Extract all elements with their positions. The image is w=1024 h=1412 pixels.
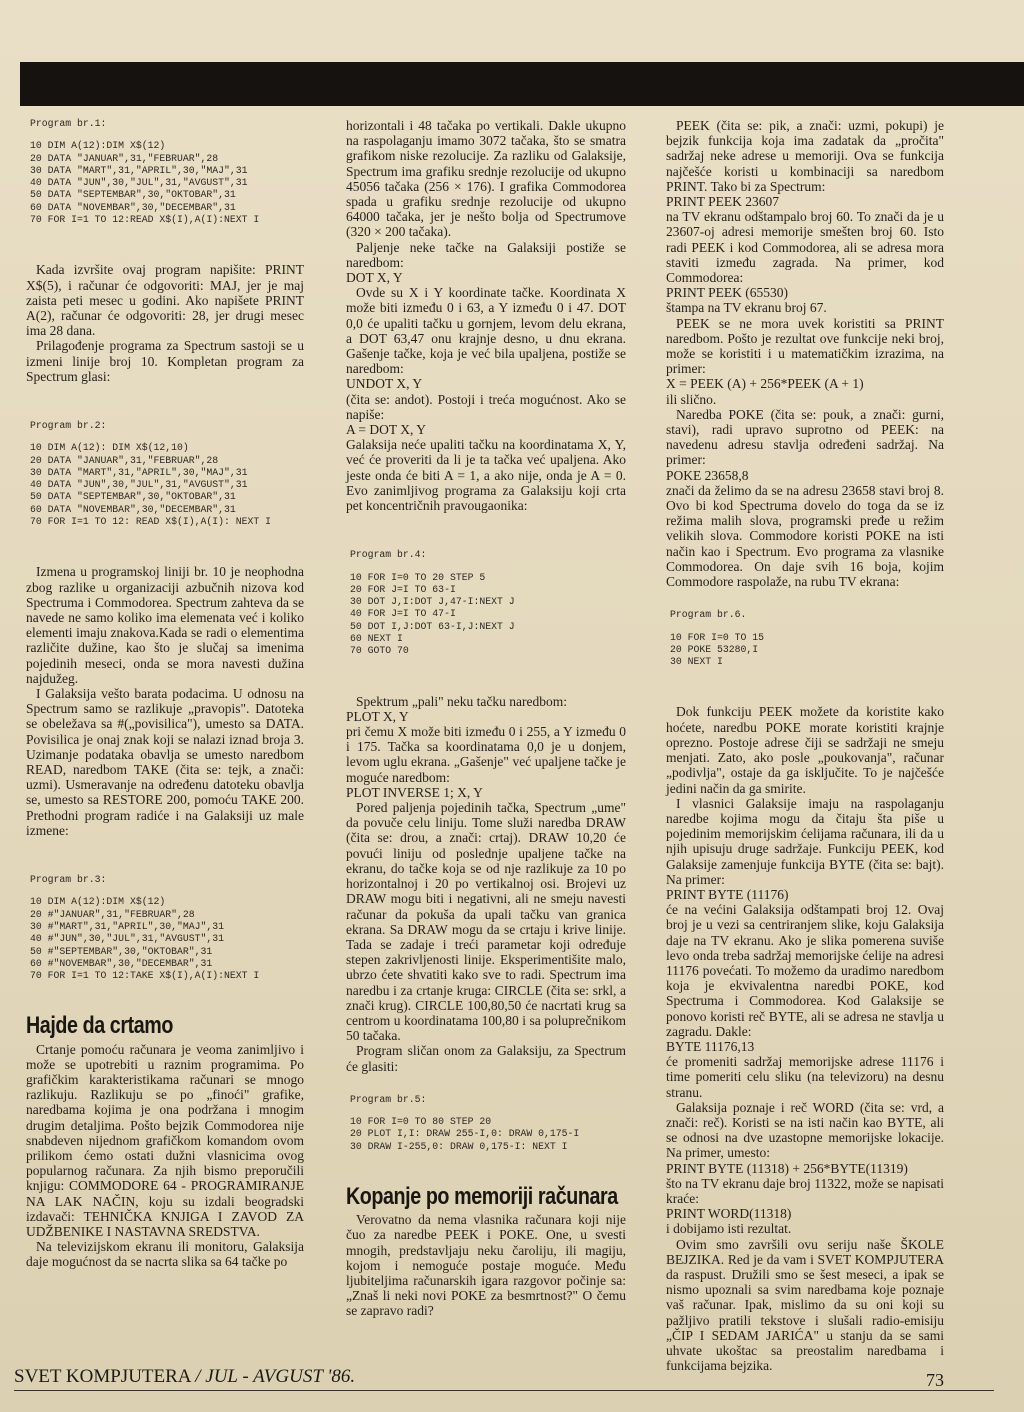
paragraph: Izmena u programskoj liniji br. 10 je neophodna zbog razlike u organizaciji azbučnih nizova kod Spectruma i Commodorea. Spectrum zahteva da se navede ne samo koliko ima elemenata već i koliko elementi imaju znakova.Kada se radi o elementima različite dužine, kao što je slučaj sa imenima pojedinih meseci, onda se mora navesti dužina najdužeg.	[26, 564, 304, 686]
paragraph: će promeniti sadržaj memorijske adrese 11176 i time pomeriti celu sliku (na televizoru) na desnu stranu.	[666, 1054, 944, 1100]
paragraph: Galaksija neće upaliti tačku na koordinatama X, Y, već će proveriti da li je ta tačka već upaljena. Ako jeste onda će biti A = 1, a ako nije, onda je A = 0. Evo zanimljivog programa za Galaksiju koji crta pet koncentričnih pravougaonika:	[346, 437, 626, 514]
program-6-code: 10 FOR I=0 TO 15 20 POKE 53280,I 30 NEXT I	[670, 631, 765, 668]
paragraph: Verovatno da nema vlasnika računara koji nije čuo za naredbe PEEK i POKE. One, u svesti mnogih, predstavljaju neku čaroliju, ili magiju, kojom i nemoguće postaje moguće. Među ljubiteljima računarskih igara razgovor počinje sa: „Znaš li neki novi POKE za besmrtnost?" O čemu se zapravo radi?	[346, 1212, 626, 1319]
paragraph: Naredba POKE (čita se: pouk, a znači: gurni, stavi), radi upravo suprotno od PEEK: na navedenu adresu stavlja određeni sadržaj. Na primer:	[666, 406, 944, 468]
code-inline: PLOT X, Y	[346, 708, 409, 724]
paragraph: Ovim smo završili ovu seriju naše ŠKOLE BEJZIKA. Red je da vam i SVET KOMPJUTERA da raspust. Družili smo se šest meseci, a ipak se nismo upoznali sa svim naredbama koje poznaje vaš računar. Ipak, mislimo da su oni koji su pažljivo pratili tekstove i slušali radio-emisiju „ČIP I SEDAM JARIĆA" u stanju da se sami uhvate ukoštac sa preostalim naredbama i funkcijama bejzika.	[666, 1236, 944, 1374]
program-5-label: Program br.5:	[350, 1093, 427, 1105]
program-4-label: Program br.4:	[350, 549, 427, 561]
paragraph: pri čemu X može biti između 0 i 255, a Y između 0 i 175. Tačka sa koordinatama 0,0 je u donjem, levom uglu ekrana. „Gašenje" već upaljene tačke je moguće naredbom:	[346, 724, 626, 785]
program-4-code: 10 FOR I=0 TO 20 STEP 5 20 FOR J=I TO 63-I 30 DOT J,I:DOT J,47-I:NEXT J 40 FOR J=I TO 47-I 50 DOT I,J:DOT 63-I,J:NEXT J 60 NEXT I 70 GOTO 70	[350, 571, 515, 657]
footer-masthead	[14, 1366, 355, 1388]
paragraph: I Galaksija vešto barata podacima. U odnosu na Spectrum samo se razlikuje „pravopis". Datoteka se obeležava sa #(„povisilica"), umesto sa DATA. Povisilica je onaj znak koji se nalazi iznad broja 3. Uzimanje podataka obavlja se umesto naredbom READ, naredbom TAKE (čita se: tejk, a znači: uzmi). Usmeravanje na određenu datoteku obavlja se, umesto sa RESTORE 200, pomoću TAKE 200. Prethodni program radiće i na Galaksiji uz male izmene:	[26, 686, 304, 838]
code-inline: DOT X, Y	[346, 270, 403, 286]
paragraph: Kada izvršite ovaj program napišite: PRINT X$(5), i računar će odgovoriti: MAJ, jer je maj zaista peti mesec u godini. Ako napišete PRINT A(2), računar će odgovoriti: 28, jer drugi mesec ima 28 dana.	[26, 262, 304, 339]
code-inline: UNDOT X, Y	[346, 376, 423, 392]
paragraph: Dok funkciju PEEK možete da koristite kako hoćete, naredbu POKE morate koristiti krajnje oprezno. Postoje adrese čiji se sadržaji ne smeju menjati. Zato, ako posle „poukovanja", računar „podivlja", ostaje da ga isključite. To je najčešće jedini način da ga smirite.	[666, 704, 944, 796]
program-6-label: Program br.6.	[670, 609, 747, 621]
paragraph: PEEK (čita se: pik, a znači: uzmi, pokupi) je bejzik funkcija koja ima zadatak da „pročita" sadržaj neke adrese u memoriji. Ova se funkcija najčešće koristi u kombinaciji sa naredbom PRINT. Tako bi za Spectrum:	[666, 118, 944, 194]
paragraph: horizontali i 48 tačaka po vertikali. Dakle ukupno na raspolaganju imamo 3072 tačaka, što se smatra grafikom niske rezolucije. Za razliku od Galaksije, Spectrum ima grafiku srednje rezolucije od ukupno 45056 tačaka (256 × 176). I grafika Commodorea spada u grafiku srednje rezolucije od ukupno 64000 tačaka, jer je nešto bolja od Spectrumove (320 × 200 tačaka).	[346, 118, 626, 240]
paragraph: na TV ekranu odštampalo broj 60. To znači da je u 23607-oj adresi memorije smešten broj 60. Isto radi PEEK i kod Commodorea, ali se adresa mora staviti između zagrada. Na primer, kod Commodorea:	[666, 209, 944, 286]
paragraph: Prilagođenje programa za Spectrum sastoji se u izmeni linije broj 10. Kompletan program za Spectrum glasi:	[26, 338, 304, 384]
code-inline: A = DOT X, Y	[346, 422, 426, 438]
column-2	[346, 118, 626, 1319]
paragraph: PEEK se ne mora uvek koristiti sa PRINT naredbom. Pošto je rezultat ove funkcije neki broj, može se koristiti i u matematičkim izrazima, na primer:	[666, 315, 944, 377]
program-1-label: Program br.1:	[30, 118, 107, 129]
code-inline: PRINT PEEK 23607	[666, 194, 780, 210]
program-2-code: 10 DIM A(12): DIM X$(12,10) 20 DATA "JANUAR",31,"FEBRUAR",28 30 DATA "MART",31,"APRIL",30,"MAJ",31 40 DATA "JUN",30,"JUL",31,"AVGUST",31 50 DATA "SEPTEMBAR",30,"OKTOBAR",31 60 DATA "NOVEMBAR",30,"DECEMBAR",31 70 FOR I=1 TO 12: READ X$(I),A(I): NEXT I	[30, 442, 272, 528]
program-2-label: Program br.2:	[30, 420, 107, 431]
footer-slash: /	[195, 1366, 201, 1387]
column-3	[666, 118, 944, 1373]
paragraph: I vlasnici Galaksije imaju na raspolaganju naredbe kojima mogu da čitaju šta piše u pojedinim memorijskim ćelijama računara, ili da u njih upisuju druge sadržaje. Funkciju PEEK, kod Galaksije zamenjuje funkcija BYTE (čita se: bajt). Na primer:	[666, 795, 944, 887]
paragraph: Paljenje neke tačke na Galaksiji postiže se naredbom:	[346, 239, 626, 270]
code-inline: PRINT BYTE (11176)	[666, 886, 789, 902]
paragraph: će na većini Galaksija odštampati broj 12. Ovaj broj je u vezi sa centriranjem slike, koju Galaksija daje na TV ekranu. Ako je slika pomerena suviše levo onda treba sadržaj memorijske ćelije na adresi 11176 povećati. To možemo da uradimo naredbom koja je ekvivalentna naredbi POKE, kod Spectruma i Commodorea. Kod Galaksije se ponovo koristi reč BYTE, ali se adresa ne stavlja u zagradu. Dakle:	[666, 902, 944, 1039]
program-1-code: 10 DIM A(12):DIM X$(12) 20 DATA "JANUAR",31,"FEBRUAR",28 30 DATA "MART",31,"APRIL",30,"MAJ",31 40 DATA "JUN",30,"JUL",31,"AVGUST",31 50 DATA "SEPTEMBAR",30,"OKTOBAR",31 60 DATA "NOVEMBAR",30,"DECEMBAR",31 70 FOR I=1 TO 12:READ X$(I),A(I):NEXT I	[30, 140, 260, 226]
section-heading-drawing: Hajde da crtamo	[26, 1012, 173, 1040]
paragraph: štampa na TV ekranu broj 67.	[666, 300, 827, 316]
code-inline: PRINT PEEK (65530)	[666, 285, 789, 301]
code-inline: X = PEEK (A) + 256*PEEK (A + 1)	[666, 376, 864, 392]
paragraph: Spektrum „pali" neku tačku naredbom:	[356, 693, 567, 709]
footer-rule	[14, 1390, 994, 1391]
code-inline: PLOT INVERSE 1; X, Y	[346, 784, 483, 800]
paragraph: Galaksija poznaje i reč WORD (čita se: vrd, a znači: reč). Koristi se na isti način kao BYTE, ali se odnosi na dve uzastopne memorijske lokacije. Na primer, umesto:	[666, 1099, 944, 1161]
paragraph: znači da želimo da se na adresu 23658 stavi broj 8. Ovo bi kod Spectruma dovelo do toga da se iz režima malih slova, programski pređe u režim velikih slova. Commodore koristi POKE na isti način kao i Spectrum. Evo programa za vlasnike Commodorea. On daje svih 16 boja, kojim Commodore raspolaže, na rubu TV ekrana:	[666, 482, 944, 590]
paragraph: što na TV ekranu daje broj 11322, može se napisati kraće:	[666, 1175, 944, 1206]
magazine-name: SVET KOMPJUTERA	[14, 1366, 191, 1387]
code-inline: PRINT BYTE (11318) + 256*BYTE(11319)	[666, 1160, 908, 1176]
page-number: 73	[926, 1370, 944, 1390]
section-heading-memory: Kopanje po memoriji računara	[346, 1182, 618, 1210]
paragraph: ili slično.	[666, 391, 717, 407]
code-inline: POKE 23658,8	[666, 467, 749, 483]
program-3-code: 10 DIM A(12):DIM X$(12) 20 #"JANUAR",31,"FEBRUAR",28 30 #"MART",31,"APRIL",30,"MAJ",31 40 #"JUN",30,"JUL",31,"AVGUST",31 50 #"SEPTEMBAR",30,"OKTOBAR",31 60 #"NOVEMBAR",30,"DECEMBAR",31 70 FOR I=1 TO 12:TAKE X$(I),A(I):NEXT I	[30, 896, 260, 982]
code-inline: BYTE 11176,13	[666, 1038, 755, 1054]
code-inline: PRINT WORD(11318)	[666, 1206, 792, 1222]
column-1	[26, 118, 304, 1270]
program-3-label: Program br.3:	[30, 874, 107, 886]
paragraph: Ovde su X i Y koordinate tačke. Koordinata X može biti između 0 i 63, a Y između 0 i 47. DOT 0,0 će upaliti tačku u gornjem, levom delu ekrana, a DOT 63,47 onu krajnje desno, u dnu ekrana. Gašenje tačke, koja je već bila upaljena, postiže se naredbom:	[346, 285, 626, 377]
issue-date: JUL - AVGUST '86.	[205, 1366, 356, 1387]
paragraph: Crtanje pomoću računara je veoma zanimljivo i može se upotrebiti u raznim programima. Po grafičkim karakteristikama računari se mnogo razlikuju. Razlikuju se po „finoći" grafike, naredbama kojima je ona podržana i mnogim drugim detaljima. Pošto bejzik Commodorea nije snabdeven nijednom grafičkom komandom ovom prilikom ćemo ostati dužni vlasnicima ovog popularnog računara. Za njih bismo preporučili knjigu: COMMODORE 64 - PROGRAMIRANJE NA LAK NAČIN, koju su izdali beogradski izdavači: TEHNIČKA KNJIGA I ZAVOD ZA UDŽBENIKE I NASTAVNA SREDSTVA.	[26, 1041, 304, 1240]
paragraph: (čita se: andot). Postoji i treća mogućnost. Ako se napiše:	[346, 391, 626, 422]
paragraph: Pored paljenja pojedinih tačka, Spectrum „ume" da povuče celu liniju. Tome služi naredba DRAW (čita se: drou, a znači: crtaj). DRAW 10,20 će povući liniju od poslednje upaljene tačke na ekranu, do tačke koja se od nje razlikuje za 10 po horizontalnoj i 20 po vertikalnoj osi. Brojevi uz DRAW mogu biti i negativni, ali ne smeju navesti računar da pokuša da upali tačku van granica ekrana. Sa DRAW mogu da se crtaju i krive linije. Tada se zadaje i treći parametar koji određuje stepen zakrivljenosti linije. Eksperimentišite malo, ubrzo ćete shvatiti kako sve to radi. Spectrum ima naredbu i za crtanje kruga: CIRCLE (čita se: srkl, a znači krug). CIRCLE 100,80,50 će nacrtati krug sa centrom u koordinatama 100,80 i sa poluprečnikom 50 tačaka.	[346, 800, 626, 1044]
program-5-code: 10 FOR I=0 TO 80 STEP 20 20 PLOT I,I: DRAW 255-I,0: DRAW 0,175-I 30 DRAW I-255,0: DRAW 0,175-I: NEXT I	[350, 1116, 580, 1152]
paragraph: Program sličan onom za Galaksiju, za Spectrum će glasiti:	[346, 1043, 626, 1074]
header-bar	[20, 62, 1024, 106]
paragraph: i dobijamo isti rezultat.	[666, 1221, 792, 1237]
paragraph: Na televizijskom ekranu ili monitoru, Galaksija daje mogućnost da se nacrta slika sa 64 tačke po	[26, 1239, 304, 1270]
